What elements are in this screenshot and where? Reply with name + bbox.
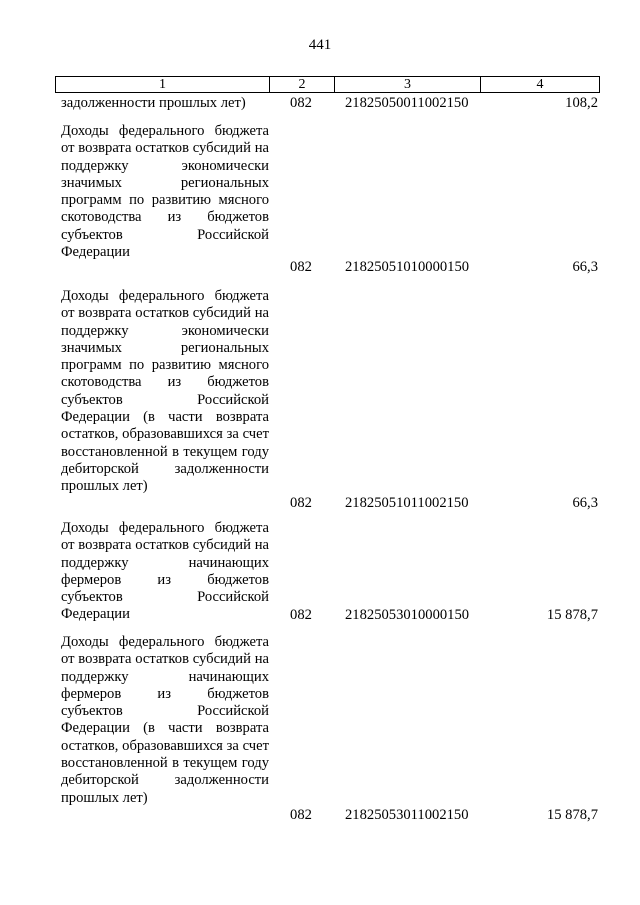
row-amount: 15 878,7 [546,607,598,623]
row-admin-code: 082 [290,495,312,511]
row-admin-code: 082 [290,807,312,823]
table-row [55,520,600,625]
row-kbk: 21825053011002150 [345,807,469,823]
header-col-1: 1 [159,77,166,92]
table-header [55,76,600,93]
row-amount: 66,3 [572,495,598,511]
header-col-3: 3 [404,77,411,92]
table-row [55,288,600,513]
row-kbk: 21825053010000150 [345,607,470,623]
row-description: задолженности прошлых лет) [61,95,246,111]
row-admin-code: 082 [290,95,312,111]
table-row [55,634,600,829]
row-admin-code: 082 [290,259,312,275]
header-col-4: 4 [536,77,544,92]
revenue-table [55,76,600,823]
row-description: Доходы федерального бюджета от возврата остатков субсидий на поддержку начинающих фермеров из бюджетов субъектов Российской Федерации [61,520,269,623]
row-admin-code: 082 [290,607,312,623]
page-number: 441 [308,37,332,53]
table-row [55,95,600,113]
table-row [55,123,600,278]
row-kbk: 21825051010000150 [345,259,470,275]
row-description: Доходы федерального бюджета от возврата остатков субсидий на поддержку начинающих фермеров из бюджетов субъектов Российской Федерации (в части возврата остатков, образовавшихся за счет восстановленной в текущем году дебиторской задолженности прошлых лет) [61,634,269,806]
row-amount: 66,3 [572,259,598,275]
row-description: Доходы федерального бюджета от возврата остатков субсидий на поддержку экономически значимых региональных программ по развитию мясного скотоводства из бюджетов субъектов Российской Федерации (в части возврата остатков, образовавшихся за счет восстановленной в текущем году дебиторской задолженности прошлых лет) [61,288,269,495]
row-kbk: 21825050011002150 [345,95,469,111]
row-amount: 108,2 [565,95,598,111]
row-amount: 15 878,7 [546,807,598,823]
header-col-2: 2 [298,77,306,92]
row-kbk: 21825051011002150 [345,495,469,511]
row-description: Доходы федерального бюджета от возврата остатков субсидий на поддержку экономически значимых региональных программ по развитию мясного скотоводства из бюджетов субъектов Российской Федерации [61,123,269,261]
